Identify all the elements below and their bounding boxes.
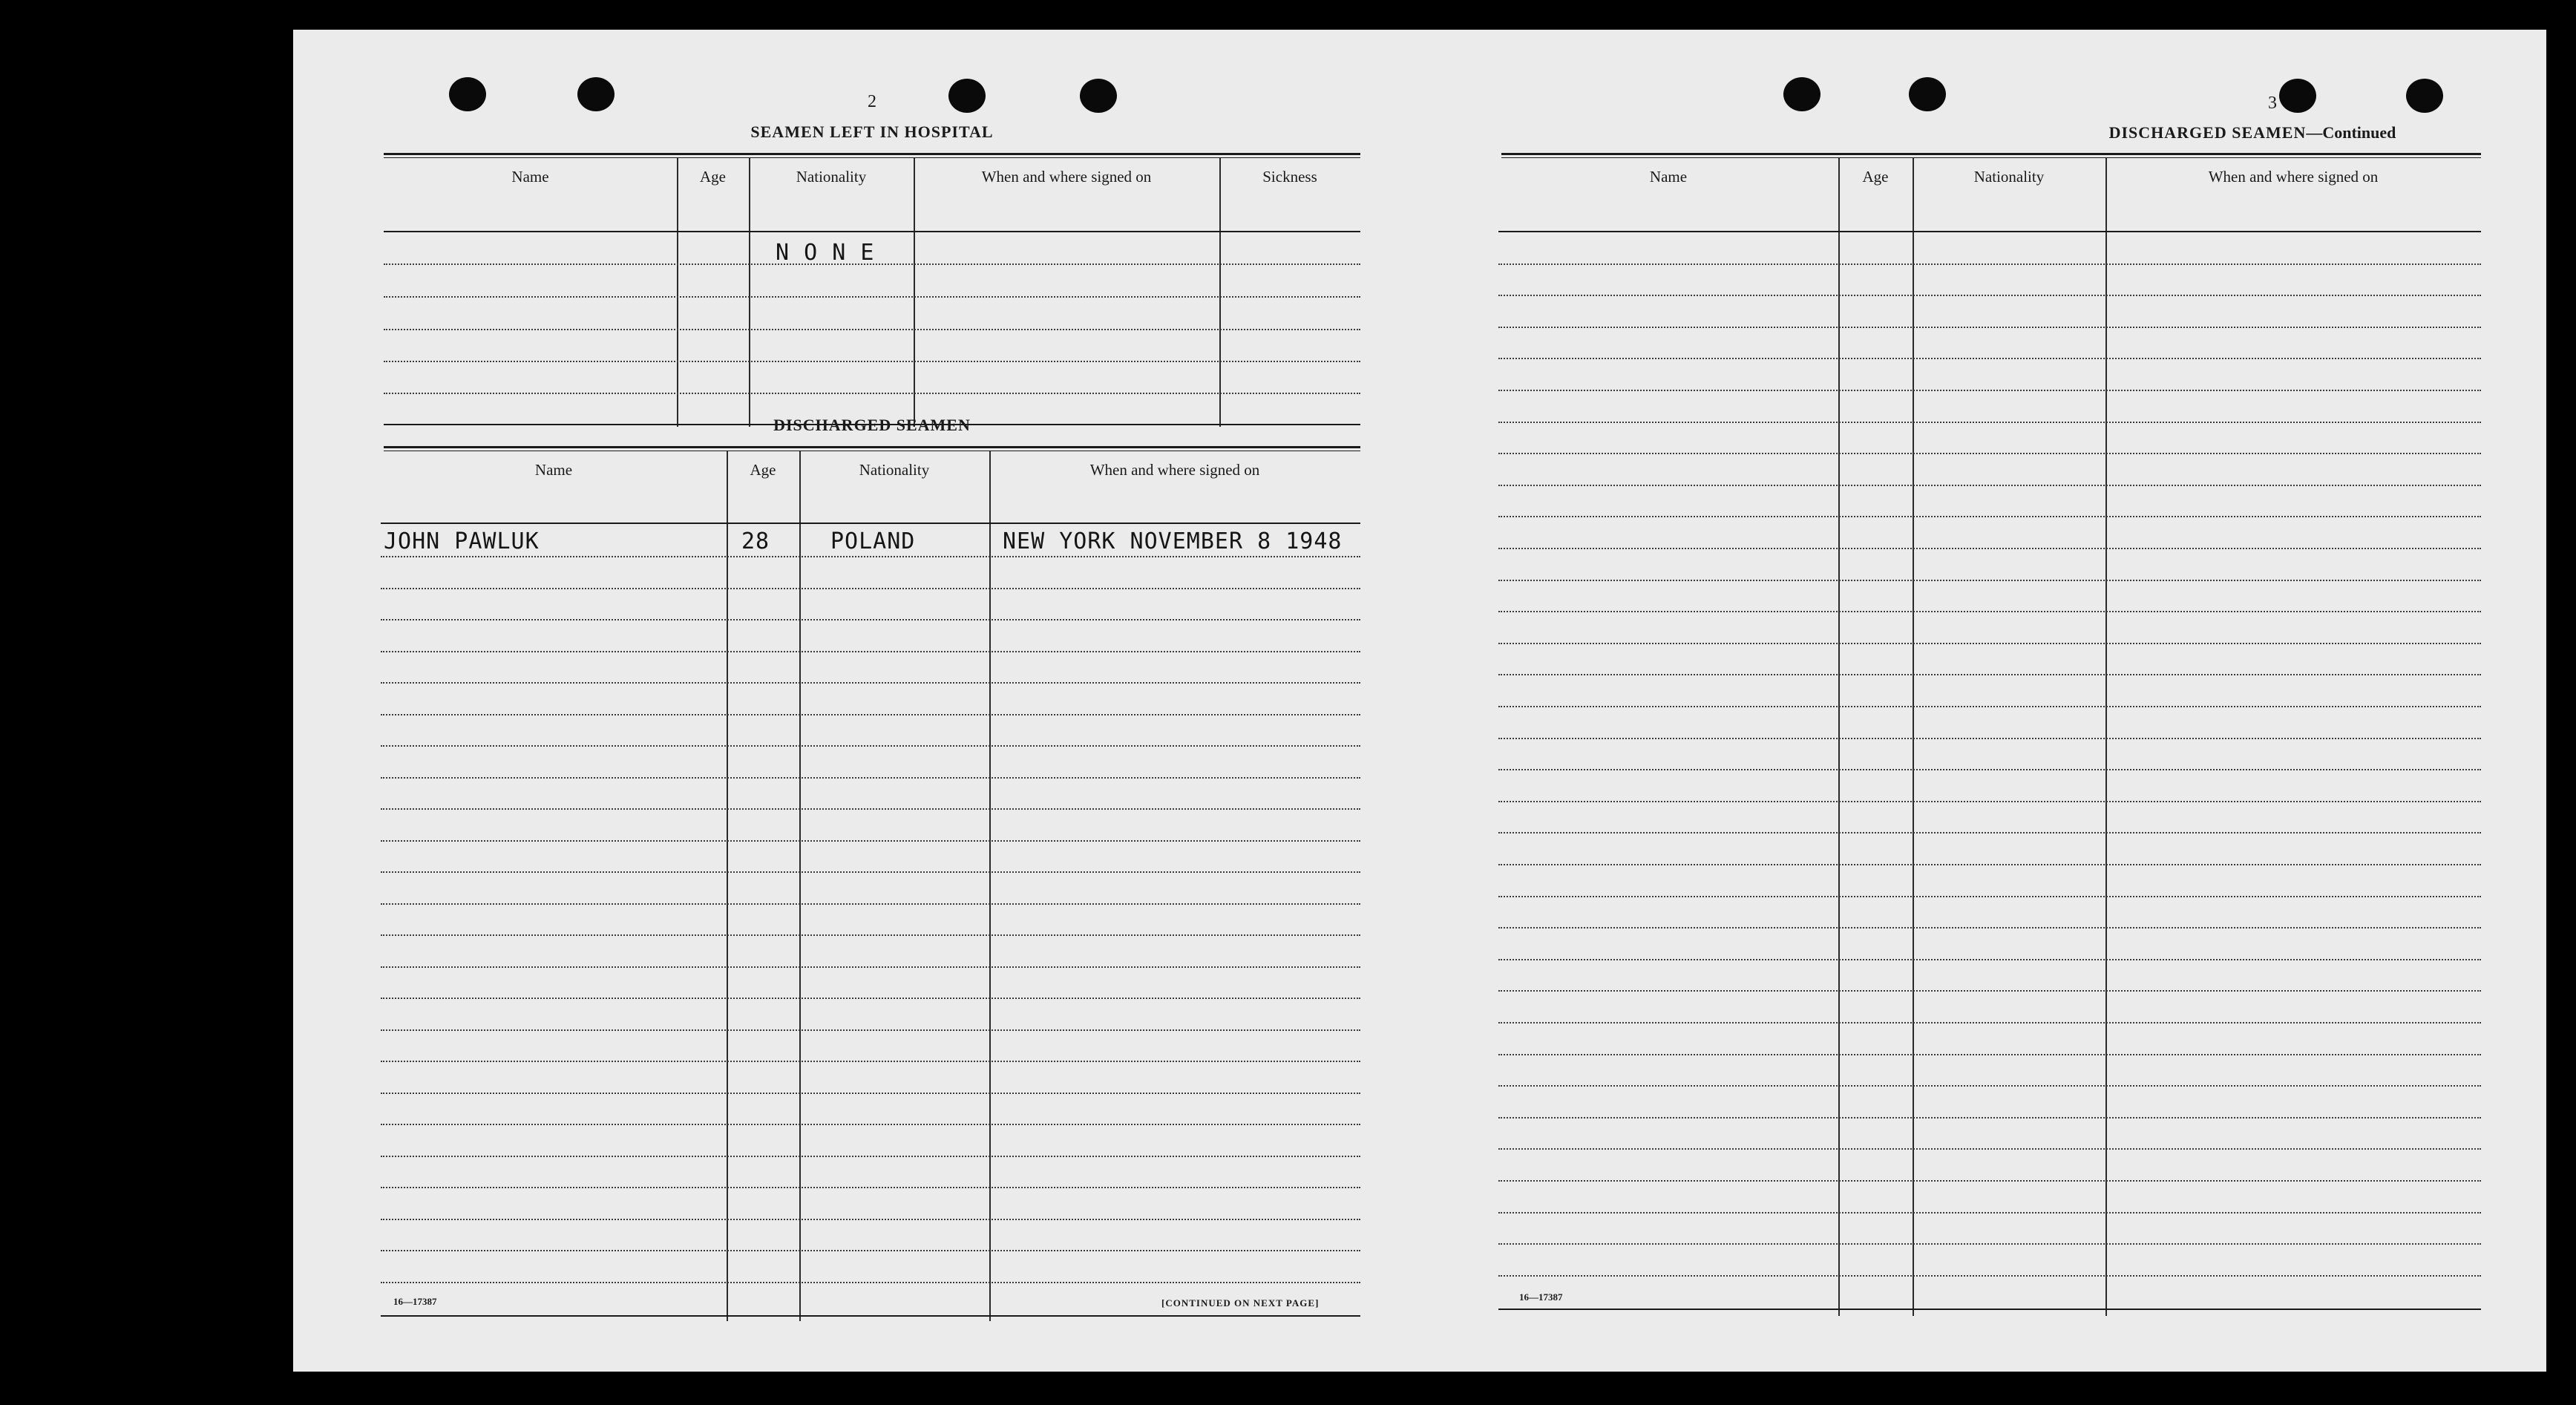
row-line: [381, 808, 1360, 810]
row-line: [381, 871, 1360, 873]
discharged-table: [381, 451, 1360, 1321]
column-header-signed-on: When and where signed on: [981, 168, 1152, 186]
column-divider: [2105, 158, 2107, 1316]
row-line: [384, 361, 1360, 362]
hospital-table: [384, 158, 1360, 427]
header-underline: [384, 231, 1360, 232]
row-line: [1498, 516, 2481, 517]
column-divider: [799, 451, 801, 1321]
row-line: [381, 619, 1360, 620]
column-divider: [989, 451, 991, 1321]
top-rule: [384, 153, 1360, 155]
row-line: [381, 1250, 1360, 1251]
discharged-section-title: DISCHARGED SEAMEN: [773, 416, 971, 434]
row-line: [381, 1029, 1360, 1031]
seaman-signed-on: NEW YORK NOVEMBER 8 1948: [1003, 528, 1343, 554]
row-line: [1498, 706, 2481, 707]
row-line: [1498, 738, 2481, 739]
row-line: [381, 1093, 1360, 1094]
row-line: [1498, 896, 2481, 897]
row-line: [381, 651, 1360, 652]
row-line: [1498, 1180, 2481, 1182]
row-line: [1498, 832, 2481, 833]
row-line: [1498, 1054, 2481, 1055]
column-header-nationality: Nationality: [1973, 168, 2045, 186]
row-line: [1498, 263, 2481, 265]
row-line: [1498, 927, 2481, 929]
column-header-age: Age: [750, 461, 776, 479]
top-rule: [1501, 153, 2481, 155]
column-header-signed-on: When and where signed on: [2208, 168, 2379, 186]
header-underline: [381, 523, 1360, 524]
row-line: [381, 840, 1360, 842]
column-header-age: Age: [1862, 168, 1889, 186]
column-divider: [914, 158, 915, 427]
column-header-name: Name: [1649, 168, 1688, 186]
column-divider: [1838, 158, 1840, 1316]
discharged-continued-table: [1498, 158, 2481, 1316]
row-line: [1498, 295, 2481, 296]
none-entry: N O N E: [776, 240, 875, 266]
row-line: [1498, 1275, 2481, 1277]
row-line: [1498, 422, 2481, 423]
column-header-age: Age: [700, 168, 726, 186]
continued-note: [CONTINUED ON NEXT PAGE]: [1161, 1297, 1320, 1309]
row-line: [381, 1156, 1360, 1157]
seaman-age: 28: [741, 528, 770, 554]
row-line: [1498, 864, 2481, 865]
row-line: [381, 1282, 1360, 1283]
row-line: [381, 1061, 1360, 1062]
row-line: [1498, 1117, 2481, 1119]
row-line: [381, 934, 1360, 936]
row-line: [1498, 643, 2481, 644]
row-line: [1498, 327, 2481, 328]
row-line: [1498, 485, 2481, 486]
row-line: [381, 714, 1360, 715]
column-header-nationality: Nationality: [796, 168, 867, 186]
row-line: [381, 1219, 1360, 1220]
row-line: [384, 296, 1360, 298]
column-divider: [727, 451, 728, 1321]
row-line: [1498, 674, 2481, 675]
form-number: 16—17387: [1519, 1291, 1563, 1303]
row-line: [381, 777, 1360, 779]
column-header-nationality: Nationality: [859, 461, 930, 479]
row-line: [1498, 959, 2481, 960]
continued-section-title: [2015, 123, 2490, 143]
row-line: [1498, 1148, 2481, 1150]
column-header-sickness: Sickness: [1262, 168, 1317, 186]
page-number: 2: [868, 92, 876, 111]
page-number: 3: [2268, 94, 2277, 113]
column-divider: [677, 158, 678, 427]
form-number: 16—17387: [393, 1296, 437, 1307]
header-underline: [1498, 231, 2481, 232]
row-line: [381, 745, 1360, 747]
row-line: [384, 393, 1360, 394]
row-line: [1498, 611, 2481, 612]
document-paper: [293, 30, 2546, 1372]
seaman-name: JOHN PAWLUK: [384, 528, 540, 554]
column-header-name: Name: [534, 461, 573, 479]
row-line: [1498, 580, 2481, 581]
row-line: [1498, 358, 2481, 359]
row-line: [1498, 1243, 2481, 1245]
row-line: [1498, 769, 2481, 770]
row-line: [1498, 990, 2481, 992]
row-line: [1498, 548, 2481, 549]
left-page: [293, 30, 1377, 1372]
row-line: [1498, 453, 2481, 454]
column-divider: [1219, 158, 1221, 427]
column-header-signed-on: When and where signed on: [1089, 461, 1260, 479]
row-line: [1498, 801, 2481, 802]
row-line: [381, 903, 1360, 905]
column-divider: [1913, 158, 1914, 1316]
title-suffix: —Continued: [2306, 123, 2396, 142]
row-line: [1498, 1085, 2481, 1087]
bottom-rule: [381, 1315, 1360, 1317]
column-header-name: Name: [511, 168, 549, 186]
row-line: [381, 966, 1360, 968]
right-page: [1466, 30, 2546, 1372]
row-line: [381, 1124, 1360, 1125]
row-line: [1498, 1022, 2481, 1024]
hospital-section-title: SEAMEN LEFT IN HOSPITAL: [750, 122, 994, 141]
column-divider: [749, 158, 750, 427]
row-line: [381, 556, 1360, 557]
row-line: [1498, 1212, 2481, 1214]
section-rule: [384, 446, 1360, 448]
row-line: [381, 998, 1360, 999]
row-line: [384, 329, 1360, 330]
row-line: [1498, 390, 2481, 391]
row-line: [381, 1187, 1360, 1188]
title-main: DISCHARGED SEAMEN: [2108, 123, 2307, 142]
bottom-rule: [1498, 1309, 2481, 1310]
seaman-nationality: POLAND: [830, 528, 916, 554]
row-line: [381, 682, 1360, 684]
row-line: [381, 588, 1360, 589]
